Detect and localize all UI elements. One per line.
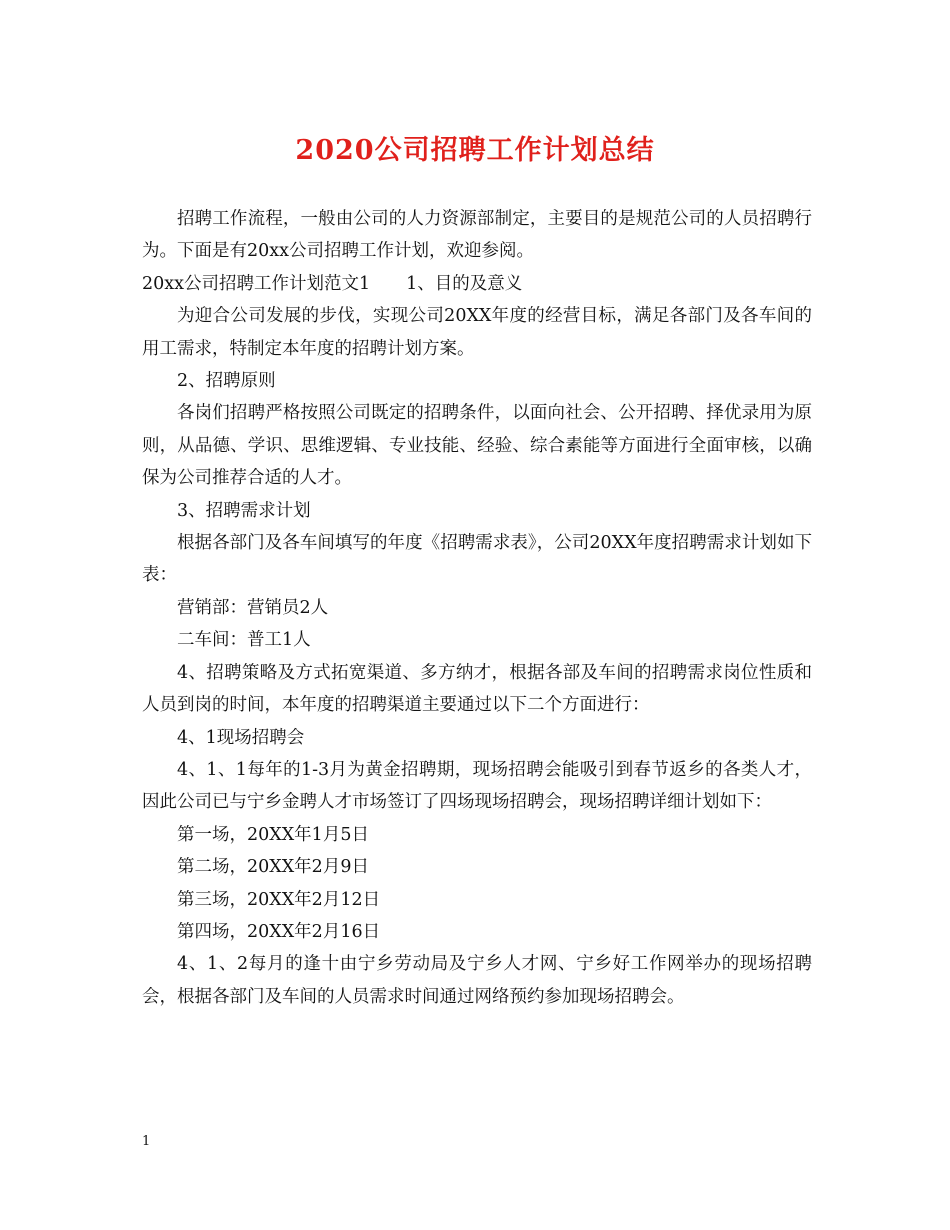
section-heading-job-fair: 4、1现场招聘会 — [177, 727, 305, 748]
job-fair-paragraph: 4、1、1每年的1-3月为黄金招聘期，现场招聘会能吸引到春节返乡的各类人才，因此公司已与宁乡金聘人才市场签订了四场现场招聘会，现场招聘详细计划如下： — [142, 759, 812, 813]
job-fair-date-2: 第二场，20XX年2月9日 — [177, 857, 369, 878]
section-heading-line — [142, 268, 812, 300]
section-heading-purpose: 1、目的及意义 — [406, 273, 523, 294]
principles-paragraph: 各岗们招聘严格按照公司既定的招聘条件，以面向社会、公开招聘、择优录用为原则，从品德、学识、思维逻辑、专业技能、经验、综合素能等方面进行全面审核，以确保为公司推荐合适的人才。 — [142, 403, 812, 489]
section-heading-demand: 3、招聘需求计划 — [177, 500, 311, 521]
section-heading-principles: 2、招聘原则 — [177, 371, 276, 392]
page-title: 2020公司招聘工作计划总结 — [295, 135, 655, 166]
sample-title: 20xx公司招聘工作计划范文1 — [142, 273, 371, 294]
page-number: 1 — [142, 1134, 151, 1149]
document-body — [142, 203, 812, 1013]
demand-paragraph: 根据各部门及各车间填写的年度《招聘需求表》，公司20XX年度招聘需求计划如下表： — [142, 533, 812, 586]
strategy-paragraph: 4、招聘策略及方式拓宽渠道、多方纳才，根据各部及车间的招聘需求岗位性质和人员到岗的时间，本年度的招聘渠道主要通过以下二个方面进行： — [142, 662, 812, 716]
purpose-paragraph: 为迎合公司发展的步伐，实现公司20XX年度的经营目标，满足各部门及各车间的用工需求，特制定本年度的招聘计划方案。 — [142, 306, 812, 359]
demand-item-workshop: 二车间：普工1人 — [177, 630, 311, 651]
job-fair-date-4: 第四场，20XX年2月16日 — [177, 921, 381, 942]
job-fair-date-3: 第三场，20XX年2月12日 — [177, 889, 381, 910]
job-fair-date-1: 第一场，20XX年1月5日 — [177, 824, 369, 845]
intro-paragraph: 招聘工作流程，一般由公司的人力资源部制定，主要目的是规范公司的人员招聘行为。下面是有20xx公司招聘工作计划，欢迎参阅。 — [142, 209, 812, 262]
monthly-fair-paragraph: 4、1、2每月的逢十由宁乡劳动局及宁乡人才网、宁乡好工作网举办的现场招聘会，根据各部门及车间的人员需求时间通过网络预约参加现场招聘会。 — [142, 954, 812, 1007]
demand-item-sales: 营销部：营销员2人 — [177, 597, 329, 618]
